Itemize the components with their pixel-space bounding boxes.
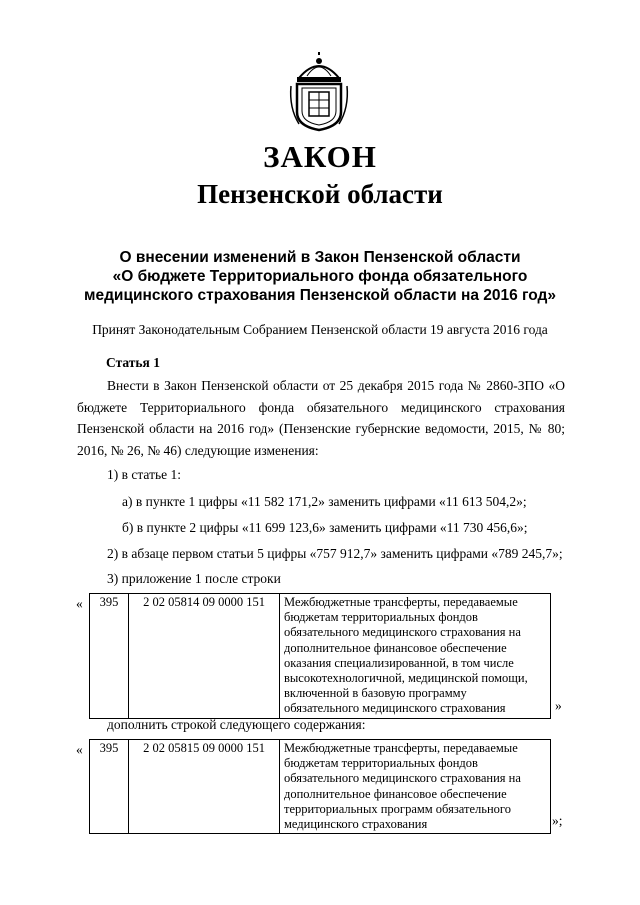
heading-line: «О бюджете Территориального фонда обязательного xyxy=(112,268,528,285)
supplement-note: дополнить строкой следующего содержания: xyxy=(107,717,366,732)
intro-paragraph xyxy=(77,375,565,461)
coat-of-arms-icon xyxy=(287,52,351,132)
list-item: 1) в статье 1: xyxy=(107,467,181,482)
document-heading xyxy=(60,248,580,305)
table-cell-description: Межбюджетные трансферты, передаваемые бюджетам территориальных фондов обязательного медицинского страхования на дополнительное финансовое обеспечение территориальных программ обязательного медицинского страхования xyxy=(280,740,551,834)
table-cell-code: 395 xyxy=(90,740,129,834)
law-title: ЗАКОН xyxy=(263,139,377,174)
table-cell-description: Межбюджетные трансферты, передаваемые бюджетам территориальных фондов обязательного медицинского страхования на дополнительное финансовое обеспечение оказания специализированной, в том числе высокотехнологичной, медицинской помощи, включенной в базовую программу обязательного медицинского страхования xyxy=(280,594,551,719)
table-cell-code: 395 xyxy=(90,594,129,719)
open-quote: « xyxy=(76,742,83,757)
heading-line: О внесении изменений в Закон Пензенской области xyxy=(119,249,521,266)
law-region: Пензенской области xyxy=(197,179,443,209)
article-title: Статья 1 xyxy=(106,355,160,370)
intro-text: Внести в Закон Пензенской области от 25 декабря 2015 года № 2860-ЗПО «О бюджете Территориального фонда обязательного медицинского страхования Пензенской области на 2016 год» (Пензенские губернские ведомости, 2015, № 80; 2016, № 26, № 46) следующие изменения: xyxy=(77,378,565,458)
list-item: а) в пункте 1 цифры «11 582 171,2» заменить цифрами «11 613 504,2»; xyxy=(122,494,527,509)
list-item: б) в пункте 2 цифры «11 699 123,6» заменить цифрами «11 730 456,6»; xyxy=(122,520,528,535)
table-cell-kbk: 2 02 05815 09 0000 151 xyxy=(129,740,280,834)
close-quote: » xyxy=(555,698,562,713)
list-item: 2) в абзаце первом статьи 5 цифры «757 912,7» заменить цифрами «789 245,7»; xyxy=(107,546,563,561)
open-quote: « xyxy=(76,596,83,611)
list-item: 3) приложение 1 после строки xyxy=(107,571,281,586)
table-row xyxy=(90,740,551,834)
adoption-note: Принят Законодательным Собранием Пензенской области 19 августа 2016 года xyxy=(92,322,548,337)
table-row xyxy=(90,594,551,719)
heading-line: медицинского страхования Пензенской области на 2016 год» xyxy=(83,287,557,304)
table-cell-kbk: 2 02 05814 09 0000 151 xyxy=(129,594,280,719)
budget-table-new xyxy=(89,739,551,834)
budget-table-existing xyxy=(89,593,551,719)
close-quote: »; xyxy=(552,813,563,828)
